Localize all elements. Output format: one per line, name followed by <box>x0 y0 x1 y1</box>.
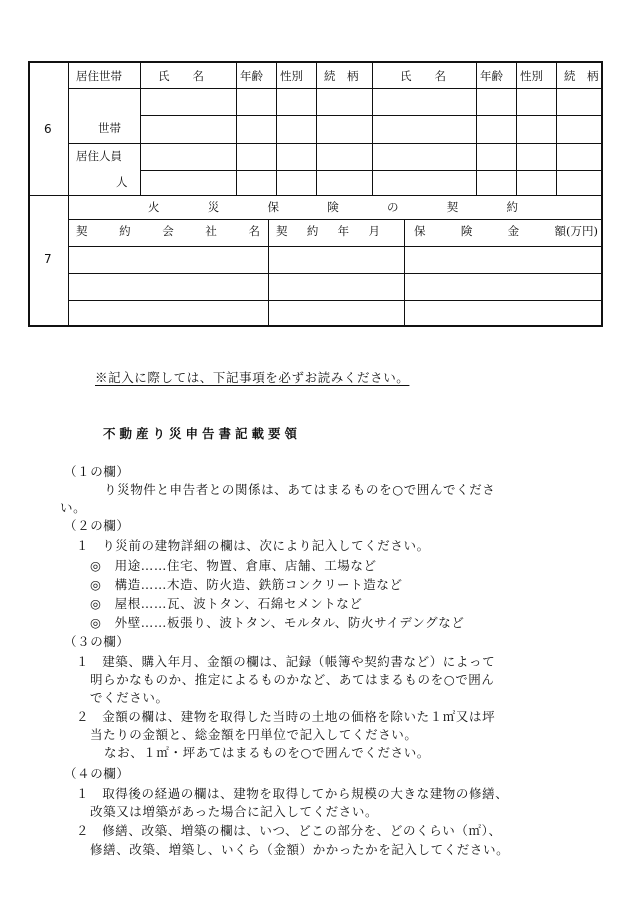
grid-line <box>68 143 601 144</box>
guide-line: り災物件と申告者との関係は、あてはまるものを○で囲んでくださ <box>104 482 496 497</box>
guide-line: 当たりの金額と、総金額を円単位で記入してください。 <box>90 727 418 742</box>
contract-date-header: 契 約 年 月 <box>276 224 380 238</box>
section-heading: （３の欄） <box>64 634 130 649</box>
section-heading: （１の欄） <box>64 464 130 479</box>
guide-bullet: ◎ 構造……木造、防火造、鉄筋コンクリート造など <box>90 577 403 592</box>
guide-line: １ り災前の建物詳細の欄は、次により記入してください。 <box>76 538 430 553</box>
grid-line <box>68 300 601 301</box>
sex-header: 性別 <box>280 69 303 83</box>
grid-line <box>68 219 601 220</box>
row-number-7: 7 <box>44 252 52 266</box>
grid-line <box>68 246 601 247</box>
name-header: 氏 名 <box>158 69 204 83</box>
grid-line <box>140 115 601 116</box>
grid-line <box>404 219 405 325</box>
guide-line: い。 <box>60 500 87 515</box>
grid-line <box>276 63 277 195</box>
grid-line <box>68 273 601 274</box>
guide-line: １ 取得後の経過の欄は、建物を取得してから規模の大きな建物の修繕、 <box>76 786 509 801</box>
sex-header-2: 性別 <box>520 69 543 83</box>
name-header-2: 氏 名 <box>400 69 446 83</box>
grid-line <box>476 63 477 195</box>
resident-household-header: 居住世帯 <box>76 69 122 83</box>
households-label: 世帯 <box>98 121 121 135</box>
relation-header: 続 柄 <box>324 69 359 83</box>
grid-line <box>556 63 557 195</box>
grid-line <box>236 63 237 195</box>
guide-line: 明らかなものか、推定によるものかなど、あてはまるものを○で囲ん <box>90 672 495 687</box>
reading-notice: ※記入に際しては、下記事項を必ずお読みください。 <box>95 370 410 385</box>
grid-line <box>372 63 373 195</box>
disaster-form-table <box>28 61 603 327</box>
section-divider <box>30 195 601 196</box>
relation-header-2: 続 柄 <box>564 69 599 83</box>
company-name-header: 契 約 会 社 名 <box>76 224 260 238</box>
persons-label: 人 <box>116 175 128 189</box>
grid-line <box>268 219 269 325</box>
guide-line: 修繕、改築、増築し、いくら（金額）かかったかを記入してください。 <box>90 842 510 857</box>
age-header: 年齢 <box>240 69 263 83</box>
grid-line <box>516 63 517 195</box>
row-number-6: 6 <box>44 122 52 136</box>
insured-amount-header: 保 険 金 額(万円) <box>414 224 598 238</box>
section-heading: （２の欄） <box>64 518 130 533</box>
guide-line: ２ 金額の欄は、建物を取得した当時の土地の価格を除いた１㎡又は坪 <box>76 709 496 724</box>
guide-bullet: ◎ 屋根……瓦、波トタン、石綿セメントなど <box>90 596 363 611</box>
guide-line: なお、１㎡・坪あてはまるものを○で囲んでください。 <box>104 745 430 760</box>
guide-line: １ 建築、購入年月、金額の欄は、記録（帳簿や契約書など）によって <box>76 654 496 669</box>
grid-line <box>140 170 601 171</box>
grid-line <box>316 63 317 195</box>
guide-bullet: ◎ 外壁……板張り、波トタン、モルタル、防火サイデングなど <box>90 615 465 630</box>
grid-line <box>140 63 141 195</box>
guide-line: でください。 <box>90 690 169 705</box>
fire-insurance-title: 火 災 保 険 の 契 約 <box>148 200 518 214</box>
guide-title: 不動産り災申告書記載要領 <box>103 426 302 441</box>
number-column-divider <box>68 63 69 325</box>
guide-line: 改築又は増築があった場合に記入してください。 <box>90 804 379 819</box>
residents-label: 居住人員 <box>76 149 122 163</box>
age-header-2: 年齢 <box>480 69 503 83</box>
section-heading: （４の欄） <box>64 766 130 781</box>
grid-line <box>68 88 601 89</box>
guide-line: ２ 修繕、改築、増築の欄は、いつ、どこの部分を、どのくらい（㎡）、 <box>76 823 502 838</box>
guide-bullet: ◎ 用途……住宅、物置、倉庫、店舗、工場など <box>90 558 377 573</box>
